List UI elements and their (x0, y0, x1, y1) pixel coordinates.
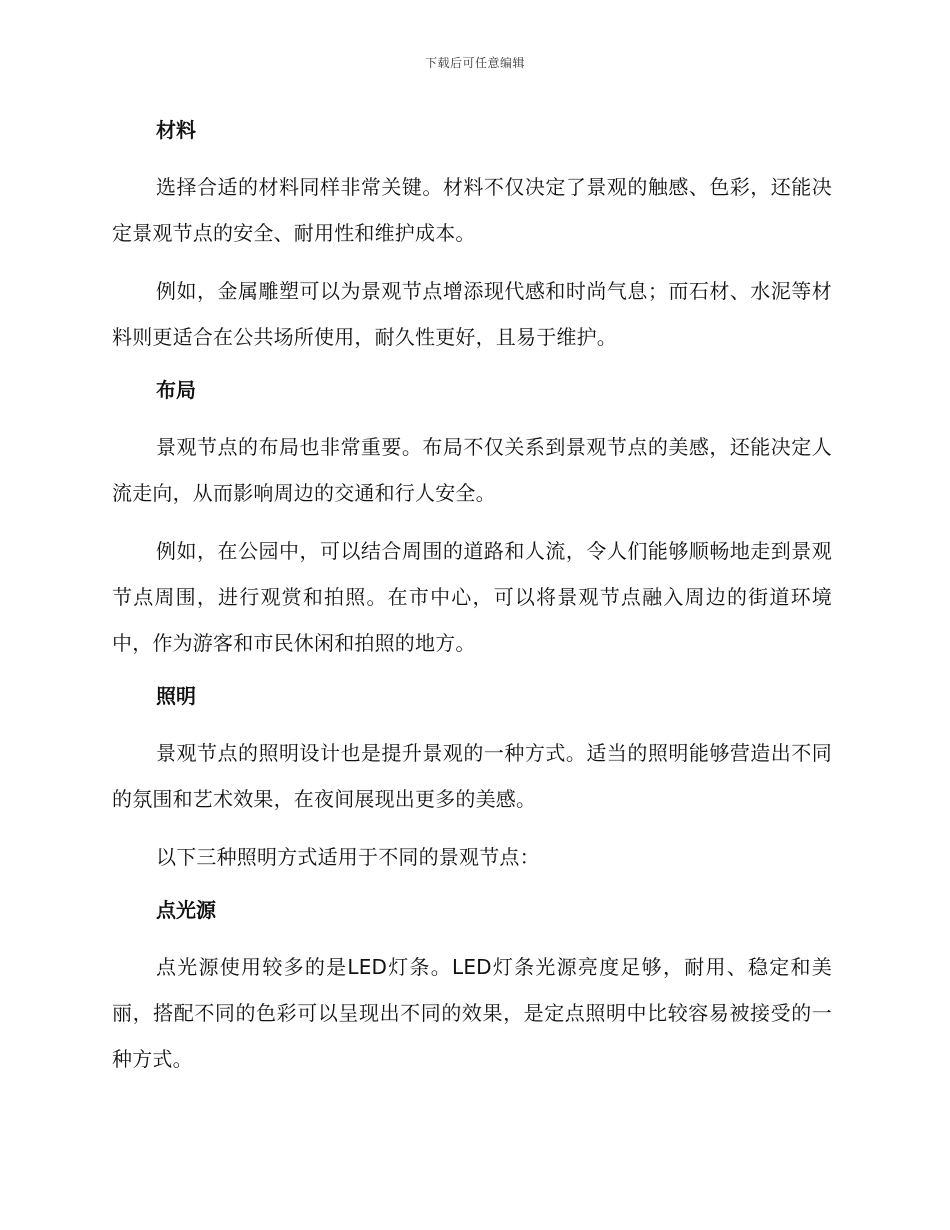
paragraph-materials-1: 选择合适的材料同样非常关键。材料不仅决定了景观的触感、色彩，还能决定景观节点的安全、耐用性和维护成本。 (112, 175, 832, 245)
paragraph-layout-1: 景观节点的布局也非常重要。布局不仅关系到景观节点的美感，还能决定人流走向，从而影响周边的交通和行人安全。 (112, 435, 832, 505)
section-heading-materials: 材料 (156, 118, 196, 142)
paragraph-layout-2: 例如，在公园中，可以结合周围的道路和人流，令人们能够顺畅地走到景观节点周围，进行观赏和拍照。在市中心，可以将景观节点融入周边的街道环境中，作为游客和市民休闲和拍照的地方。 (112, 539, 832, 655)
section-heading-layout: 布局 (156, 378, 196, 402)
section-heading-point-light: 点光源 (156, 898, 216, 922)
paragraph-point-light-1: 点光源使用较多的是LED灯条。LED灯条光源亮度足够，耐用、稳定和美丽，搭配不同的色彩可以呈现出不同的效果，是定点照明中比较容易被接受的一种方式。 (112, 955, 832, 1071)
paragraph-lighting-1: 景观节点的照明设计也是提升景观的一种方式。适当的照明能够营造出不同的氛围和艺术效果，在夜间展现出更多的美感。 (112, 741, 832, 811)
paragraph-lighting-2: 以下三种照明方式适用于不同的景观节点： (156, 845, 540, 869)
paragraph-materials-2: 例如，金属雕塑可以为景观节点增添现代感和时尚气息；而石材、水泥等材料则更适合在公共场所使用，耐久性更好，且易于维护。 (112, 279, 832, 349)
document-body (112, 108, 832, 1090)
page-header: 下载后可任意编辑 (424, 56, 525, 70)
section-heading-lighting: 照明 (156, 684, 196, 708)
